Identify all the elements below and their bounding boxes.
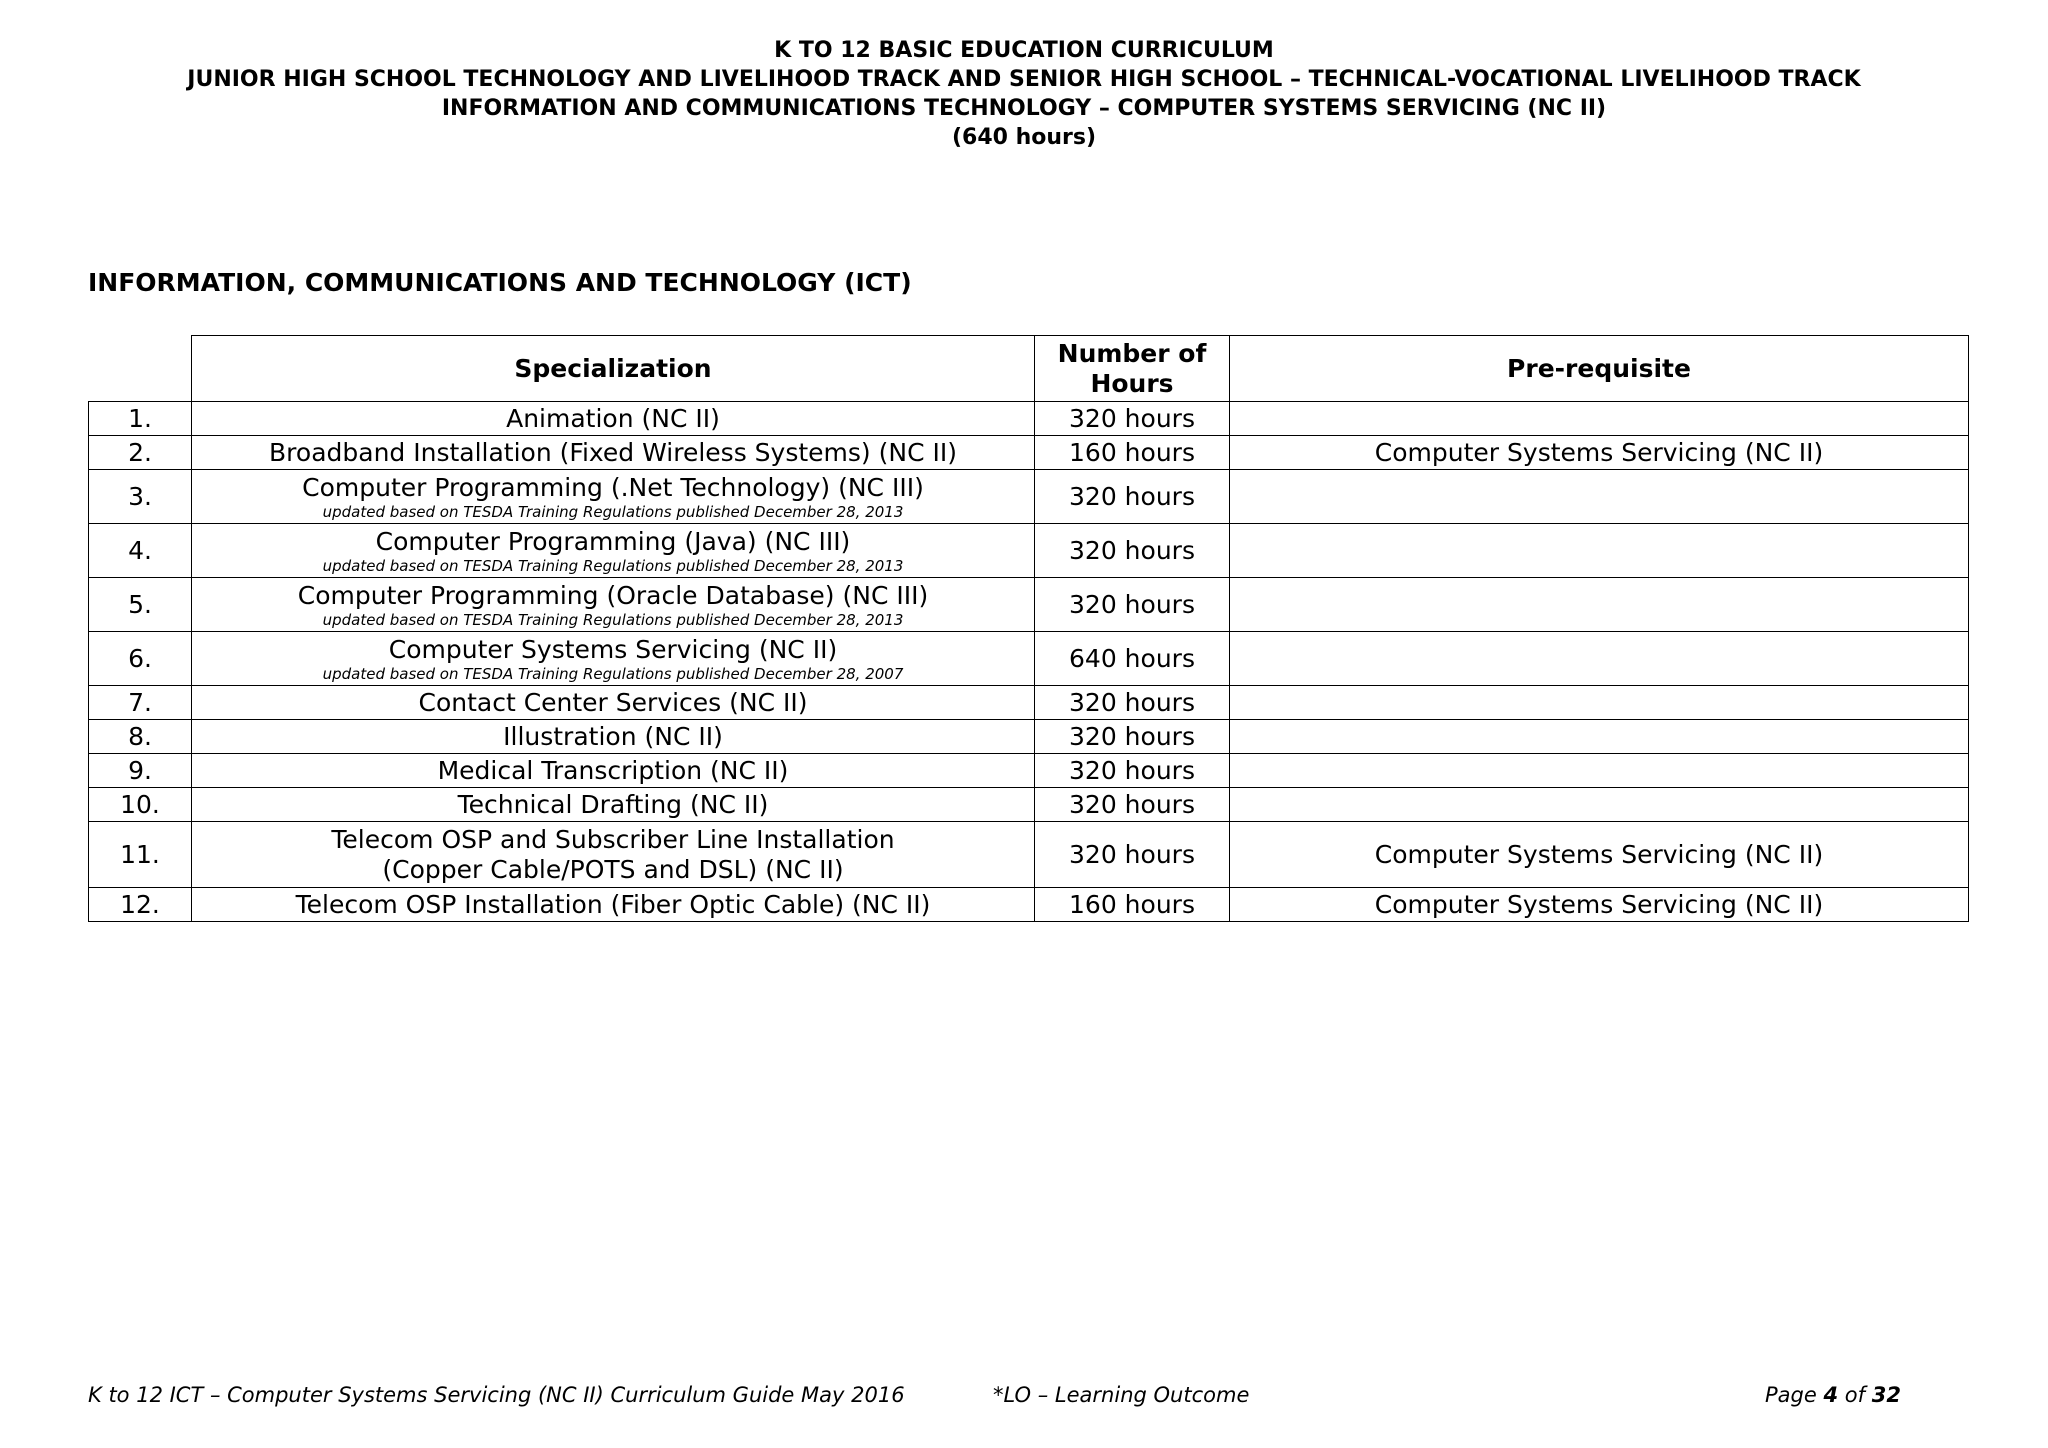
- row-number: 6.: [89, 632, 192, 686]
- specialization-table: [88, 335, 1969, 922]
- row-prerequisite: [1230, 686, 1969, 720]
- row-hours: 320 hours: [1035, 822, 1230, 888]
- row-prerequisite: [1230, 470, 1969, 524]
- specialization-name: Medical Transcription (NC II): [437, 755, 789, 785]
- document-header: [0, 36, 2048, 152]
- page-of: of: [1844, 1383, 1866, 1407]
- specialization-name: Computer Programming (Java) (NC III): [375, 526, 851, 556]
- specialization-name: Animation (NC II): [506, 403, 720, 433]
- row-specialization: [192, 436, 1035, 470]
- section-title: INFORMATION, COMMUNICATIONS AND TECHNOLOGY (ICT): [88, 268, 912, 297]
- header-hours: [1035, 336, 1230, 402]
- header-blank-cell: [89, 336, 192, 402]
- row-specialization: [192, 788, 1035, 822]
- page-total: 32: [1871, 1383, 1901, 1407]
- row-prerequisite: [1230, 754, 1969, 788]
- table-row: [89, 754, 1969, 788]
- row-specialization: [192, 470, 1035, 524]
- header-prerequisite: Pre-requisite: [1230, 336, 1969, 402]
- page-prefix: Page: [1765, 1383, 1817, 1407]
- row-number: 1.: [89, 402, 192, 436]
- header-hours-line2: Hours: [1090, 368, 1174, 398]
- row-hours: 320 hours: [1035, 720, 1230, 754]
- row-number: 11.: [89, 822, 192, 888]
- row-prerequisite: [1230, 524, 1969, 578]
- specialization-name: Contact Center Services (NC II): [418, 687, 808, 717]
- row-specialization: [192, 686, 1035, 720]
- row-specialization: [192, 822, 1035, 888]
- specialization-note: updated based on TESDA Training Regulations published December 28, 2013: [322, 502, 904, 521]
- row-hours: 320 hours: [1035, 402, 1230, 436]
- specialization-name: Broadband Installation (Fixed Wireless Systems) (NC II): [269, 437, 957, 467]
- header-specialization: Specialization: [192, 336, 1035, 402]
- footer-page-number: [1765, 1382, 1901, 1408]
- table-row: [89, 686, 1969, 720]
- specialization-note: updated based on TESDA Training Regulations published December 28, 2013: [322, 556, 904, 575]
- header-line-1: K TO 12 BASIC EDUCATION CURRICULUM: [774, 38, 1274, 63]
- specialization-name: Technical Drafting (NC II): [457, 789, 769, 819]
- row-prerequisite: Computer Systems Servicing (NC II): [1230, 436, 1969, 470]
- row-number: 7.: [89, 686, 192, 720]
- row-hours: 320 hours: [1035, 686, 1230, 720]
- row-specialization: [192, 524, 1035, 578]
- row-specialization: [192, 888, 1035, 922]
- table-row: [89, 888, 1969, 922]
- row-hours: 160 hours: [1035, 888, 1230, 922]
- row-number: 9.: [89, 754, 192, 788]
- specialization-name: Computer Systems Servicing (NC II): [388, 634, 838, 664]
- header-line-3: INFORMATION AND COMMUNICATIONS TECHNOLOGY – COMPUTER SYSTEMS SERVICING (NC II): [441, 96, 1607, 121]
- header-line-4: (640 hours): [951, 125, 1097, 150]
- row-number: 2.: [89, 436, 192, 470]
- table-row: [89, 470, 1969, 524]
- table-row: [89, 632, 1969, 686]
- row-number: 5.: [89, 578, 192, 632]
- table-row: [89, 436, 1969, 470]
- row-number: 12.: [89, 888, 192, 922]
- row-prerequisite: [1230, 632, 1969, 686]
- row-number: 3.: [89, 470, 192, 524]
- row-number: 10.: [89, 788, 192, 822]
- specialization-name: Computer Programming (.Net Technology) (NC III): [302, 472, 924, 502]
- specialization-note: updated based on TESDA Training Regulations published December 28, 2007: [322, 664, 904, 683]
- table-row: [89, 822, 1969, 888]
- specialization-name: Telecom OSP Installation (Fiber Optic Cable) (NC II): [295, 889, 931, 919]
- row-prerequisite: Computer Systems Servicing (NC II): [1230, 888, 1969, 922]
- footer-document-title: K to 12 ICT – Computer Systems Servicing (NC II) Curriculum Guide May 2016: [88, 1383, 905, 1407]
- row-number: 4.: [89, 524, 192, 578]
- table-row: [89, 402, 1969, 436]
- row-prerequisite: [1230, 788, 1969, 822]
- row-specialization: [192, 632, 1035, 686]
- header-line-2: JUNIOR HIGH SCHOOL TECHNOLOGY AND LIVELIHOOD TRACK AND SENIOR HIGH SCHOOL – TECHNICAL-VOCATIONAL LIVELIHOOD TRACK: [187, 67, 1861, 92]
- row-number: 8.: [89, 720, 192, 754]
- footer-legend: *LO – Learning Outcome: [993, 1383, 1250, 1407]
- row-hours: 320 hours: [1035, 788, 1230, 822]
- row-specialization: [192, 578, 1035, 632]
- row-prerequisite: [1230, 402, 1969, 436]
- page-current: 4: [1823, 1383, 1839, 1407]
- specialization-note: updated based on TESDA Training Regulations published December 28, 2013: [322, 610, 904, 629]
- row-hours: 160 hours: [1035, 436, 1230, 470]
- row-hours: 640 hours: [1035, 632, 1230, 686]
- table-header-row: [89, 336, 1969, 402]
- specialization-name-line2: (Copper Cable/POTS and DSL) (NC II): [382, 854, 844, 884]
- specialization-name: Computer Programming (Oracle Database) (NC III): [297, 580, 929, 610]
- table-row: [89, 524, 1969, 578]
- row-hours: 320 hours: [1035, 470, 1230, 524]
- row-hours: 320 hours: [1035, 524, 1230, 578]
- row-specialization: [192, 402, 1035, 436]
- specialization-name: Illustration (NC II): [503, 721, 723, 751]
- row-prerequisite: [1230, 720, 1969, 754]
- row-specialization: [192, 720, 1035, 754]
- row-prerequisite: [1230, 578, 1969, 632]
- header-hours-line1: Number of: [1057, 338, 1207, 368]
- specialization-name: Telecom OSP and Subscriber Line Installation: [331, 824, 895, 854]
- row-hours: 320 hours: [1035, 754, 1230, 788]
- table-row: [89, 788, 1969, 822]
- row-prerequisite: Computer Systems Servicing (NC II): [1230, 822, 1969, 888]
- table-row: [89, 720, 1969, 754]
- row-specialization: [192, 754, 1035, 788]
- table-row: [89, 578, 1969, 632]
- row-hours: 320 hours: [1035, 578, 1230, 632]
